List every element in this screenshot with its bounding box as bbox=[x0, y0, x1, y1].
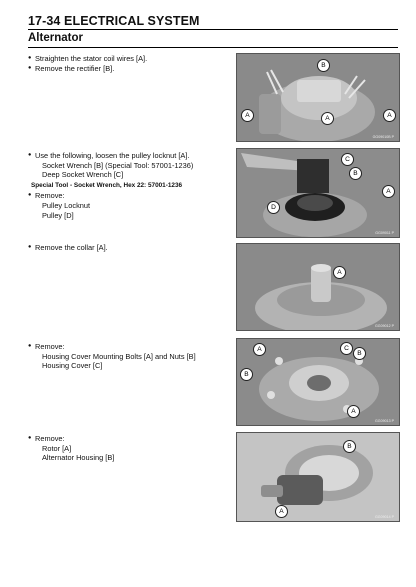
page-header: 17-34 ELECTRICAL SYSTEM bbox=[28, 14, 200, 28]
step-5 bbox=[28, 434, 233, 463]
step-2-sub-2: Deep Socket Wrench [C] bbox=[42, 170, 124, 180]
special-tool-note: Special Tool - Socket Wrench, Hex 22: 57001-1236 bbox=[31, 181, 183, 189]
photo-housing-cover bbox=[236, 338, 400, 426]
section-rule bbox=[28, 47, 398, 48]
step-1-line-2: ● Remove the rectifier [B]. bbox=[28, 64, 233, 74]
step-3 bbox=[28, 243, 233, 253]
step-5-sub-1: Rotor [A] bbox=[42, 443, 72, 453]
step-2-sub-1: Socket Wrench [B] (Special Tool: 57001-1236) bbox=[42, 160, 194, 170]
step-2-sub2-2: Pulley [D] bbox=[42, 210, 74, 220]
pulley-wrench-image bbox=[237, 149, 399, 237]
step-4-sub-2: Housing Cover [C] bbox=[42, 361, 103, 371]
callout-a: A bbox=[253, 343, 266, 356]
image-code: GG09013 P bbox=[375, 419, 394, 423]
step-2-sub2-1: Pulley Locknut bbox=[42, 200, 91, 210]
callout-c: C bbox=[340, 342, 353, 355]
callout-a: A bbox=[383, 109, 396, 122]
photo-pulley-locknut bbox=[236, 148, 400, 238]
callout-a: A bbox=[321, 112, 334, 125]
image-code: GG09014 P bbox=[375, 515, 394, 519]
rotor-housing-image bbox=[237, 433, 399, 521]
step-5-sub-2: Alternator Housing [B] bbox=[42, 453, 115, 463]
callout-b: B bbox=[317, 59, 330, 72]
callout-b: B bbox=[349, 167, 362, 180]
collar-image bbox=[237, 244, 399, 330]
step-2 bbox=[28, 151, 233, 220]
photo-rectifier-removal bbox=[236, 53, 400, 142]
step-3-line-1: ● Remove the collar [A]. bbox=[28, 243, 233, 253]
callout-a: A bbox=[333, 266, 346, 279]
step-2-bullet-2: ● Remove: bbox=[28, 191, 233, 201]
callout-b: B bbox=[353, 347, 366, 360]
step-4-sub-1: Housing Cover Mounting Bolts [A] and Nuts [B] bbox=[42, 351, 196, 361]
step-4-bullet: ● Remove: bbox=[28, 342, 233, 352]
step-1 bbox=[28, 54, 233, 73]
step-2-bullet: ● Use the following, loosen the pulley locknut [A]. bbox=[28, 151, 233, 161]
step-5-bullet: ● Remove: bbox=[28, 434, 233, 444]
section-title: Alternator bbox=[28, 32, 83, 44]
callout-a: A bbox=[241, 109, 254, 122]
callout-c: C bbox=[341, 153, 354, 166]
image-code: GG09010B P bbox=[372, 135, 394, 139]
header-rule bbox=[28, 29, 398, 30]
photo-collar-removal bbox=[236, 243, 400, 331]
callout-b: B bbox=[343, 440, 356, 453]
callout-b: B bbox=[240, 368, 253, 381]
callout-a: A bbox=[275, 505, 288, 518]
step-1-line-1: ● Straighten the stator coil wires [A]. bbox=[28, 54, 233, 64]
callout-a: A bbox=[382, 185, 395, 198]
callout-d: D bbox=[267, 201, 280, 214]
photo-rotor-housing bbox=[236, 432, 400, 522]
image-code: GG09012 P bbox=[375, 324, 394, 328]
callout-a: A bbox=[347, 405, 360, 418]
step-4 bbox=[28, 342, 233, 371]
image-code: GG09011 P bbox=[375, 231, 394, 235]
